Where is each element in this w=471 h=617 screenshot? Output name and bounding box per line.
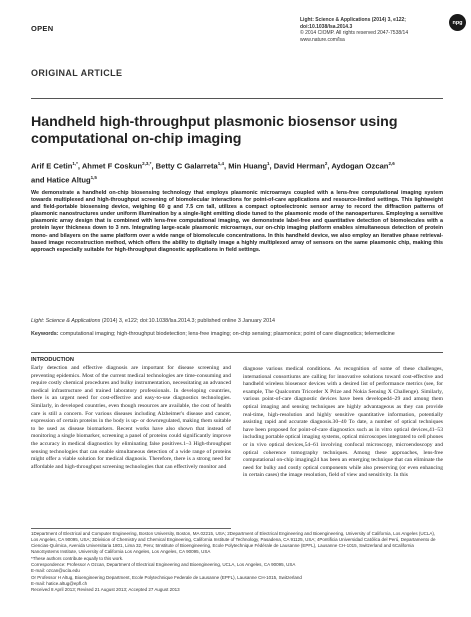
introduction-heading: INTRODUCTION — [31, 357, 74, 363]
correspondence-2-email[interactable]: E-mail: hatice.altug@epfl.ch — [31, 580, 88, 586]
header-divider — [31, 98, 443, 99]
citation-line — [31, 318, 451, 324]
journal-url[interactable]: www.nature.com/lsa — [300, 36, 345, 43]
citation-journal: Light: Science & Applications — [31, 318, 101, 324]
received-dates: Received 8 April 2013; Revised 21 August 2013; Accepted 27 August 2013 — [31, 587, 180, 593]
author-name: Betty C Galarreta — [155, 161, 218, 171]
author-name: Ahmet F Coskun — [81, 161, 143, 171]
author-name: Arif E Cetin — [31, 161, 73, 171]
abstract: We demonstrate a handheld on-chip biosensing technology that employs plasmonic microarrays coupled with a lens-free computational imaging system towards multiplexed and high-throughput screening of biomolecular interactions for point-of-care applications and resource-limited settings. This lightweight and field-portable biosensing device, weighing 60 g and 7.5 cm tall, utilizes a compact optoelectronic sensor array to record the diffraction patterns of plasmonic nanostructures under uniform illumination by a single-light emitting diode tuned to the plasmonic mode of the nanoapertures. Employing a sensitive plasmonic array design that is combined with lens-free computational imaging, we demonstrate label-free and quantitative detection of biomolecules with a protein layer thickness down to 3 nm. Integrating large-scale plasmonic microarrays, our on-chip imaging platform enables simultaneous detection of protein mono- and bilayers on the same platform over a wide range of biomolecule concentrations. In this handheld device, we also employ an iterative phase retrieval-based image reconstruction method, which offers the ability to digitally image a highly multiplexed array of sensors on the same plasmonic chip, making this approach especially suitable for high-throughput diagnostic applications in field settings. — [31, 190, 443, 253]
journal-info — [300, 17, 440, 43]
article-title: Handheld high-throughput plasmonic biosensor using computational on-chip imaging — [31, 114, 398, 147]
npg-logo-icon: npg — [449, 14, 466, 31]
open-access-label: OPEN — [31, 24, 54, 33]
keywords-label: Keywords: — [31, 331, 59, 337]
correspondence-1: Correspondence: Professor A Ozcan, Department of Electrical Engineering and Bioengineering, UCLA, Los Angeles, CA 90095, USA — [31, 562, 296, 568]
correspondence-1-email[interactable]: E-mail: ozcan@ucla.edu — [31, 568, 80, 574]
footnotes — [31, 528, 443, 594]
keywords — [31, 331, 443, 338]
introduction-text: Early detection and effective diagnosis are important for disease screening and preventing epidemics. Most of the current medical technologies are time-consuming and require costly chemical procedures and bulky instrumentation, necessitating an advanced medical infrastructure and trained laboratory professionals. In developing countries, there is an urgent need for cost-effective and easy-to-use diagnostics technologies. Similarly, in developed countries, even though resources are available, the cost of health care is still a concern. For various diseases including Alzheimer's disease and cancer, expression of certain proteins in the body is up- or downregulated, making them suitable to be used as disease biomarkers. Recent works have also shown that instead of monitoring a single biomarker, screening a panel of proteins could significantly improve the accuracy in medical diagnostics by eliminating false positives.1–3 High-throughput sensing technologies that can enable simultaneous detection of a wide range of proteins might offer a viable solution for medical diagnosis. Therefore, there is a strong need for affordable and high-throughput screening technologies that can effectively monitor and — [31, 365, 231, 470]
keywords-list: computational imaging; high-throughput biodetection; lens-free imaging; on-chip sensing; plasmonics; point of care diagnostics; telemedicine — [60, 331, 395, 337]
body-column-left — [31, 356, 231, 471]
author-and: and — [31, 175, 45, 185]
citation-details: (2014) 3, e122; doi:10.1038/lsa.2014.3; published online 3 January 2014 — [101, 318, 276, 324]
author-list: Arif E Cetin$^{1,*}$, Ahmet F Coskun$^{2,3,*}$, Betty C Galarreta$^{1,4}$, Min Huang$^1$, David Herman$^2$, Aydogan Ozcan$^{2,6}$ and Hatice Altug$^{1,5}$ — [31, 161, 395, 185]
equal-contribution-note: *These authors contribute equally to this work. — [31, 555, 124, 561]
author-name: David Herman — [273, 161, 325, 171]
author-name: Aydogan Ozcan — [331, 161, 389, 171]
body-text-continued: diagnose various medical conditions. As recognition of some of these challenges, international consortiums are calling for innovative solutions toward cost-effective and handheld wireless biosensor devices with a desired list of performance metrics (see, for example, The Qualcomm Tricorder X Prize and Nokia Sensing X Challenge). Similarly, various point-of-care diagnostic devices have been developed4–29 and among them optical imaging and sensing techniques are highly advantageous as they can provide real-time, high-resolution and highly sensitive quantitative information, potentially assisting rapid and accurate diagnosis.30–40 To date, a number of optical techniques have been proposed for point-of-care diagnostics such as in vitro optical devices,41–53 including portable optical imaging systems, optical microscopes integrated to cell phones or in vivo optical devices,54–61 involving confocal microscopy, microendoscopy and optical coherence tomography techniques. Among these approaches, lens-free computational on-chip imaging24 has been an emerging technique that can eliminate the need for bulky and costly optical components while also preserving (or even enhancing in certain cases) the image resolution, field of view and sensitivity. In this — [243, 366, 443, 479]
journal-citation-line: Light: Science & Applications (2014) 3, e122; doi:10.1038/lsa.2014.3 — [300, 17, 406, 30]
author-name: Hatice Altug — [46, 175, 91, 185]
footnote-divider — [31, 528, 231, 529]
article-type-label: ORIGINAL ARTICLE — [31, 68, 123, 78]
body-column-right — [243, 366, 443, 480]
author-name: Min Huang — [228, 161, 268, 171]
copyright-line: © 2014 CIOMP. All rights reserved 2047-7538/14 — [300, 30, 409, 37]
section-divider — [31, 352, 443, 353]
affiliations: 1Department of Electrical and Computer Engineering, Boston University, Boston, MA 02215, USA; 2Department of Electrical Engineering and Bioengineering, University of California, Los Angeles (UCLA), Los Angeles, CA 90095, USA; 3Division of Chemistry and Chemical Engineering, California Institute of Technology, Pasadena, CA 91125, USA; 4Pontificia Universidad Católica del Perú, Departamento de Ciencias-Química, Avenida Universitaria 1801, Lima 32, Peru; 5Institute of Bioengineering, Ecole Polytechnique Fédérale de Lausanne (EPFL), Lausanne CH-1015, Switzerland and 6California NanoSystems Institute, University of California Los Angeles, Los Angeles, CA 90095, USA — [31, 530, 436, 555]
correspondence-2: Or Professor H Altug, Bioengineering Department, Ecole Polytechnique Federale de Lausanne (EPFL), Lausanne CH-1015, Switzerland — [31, 574, 302, 580]
